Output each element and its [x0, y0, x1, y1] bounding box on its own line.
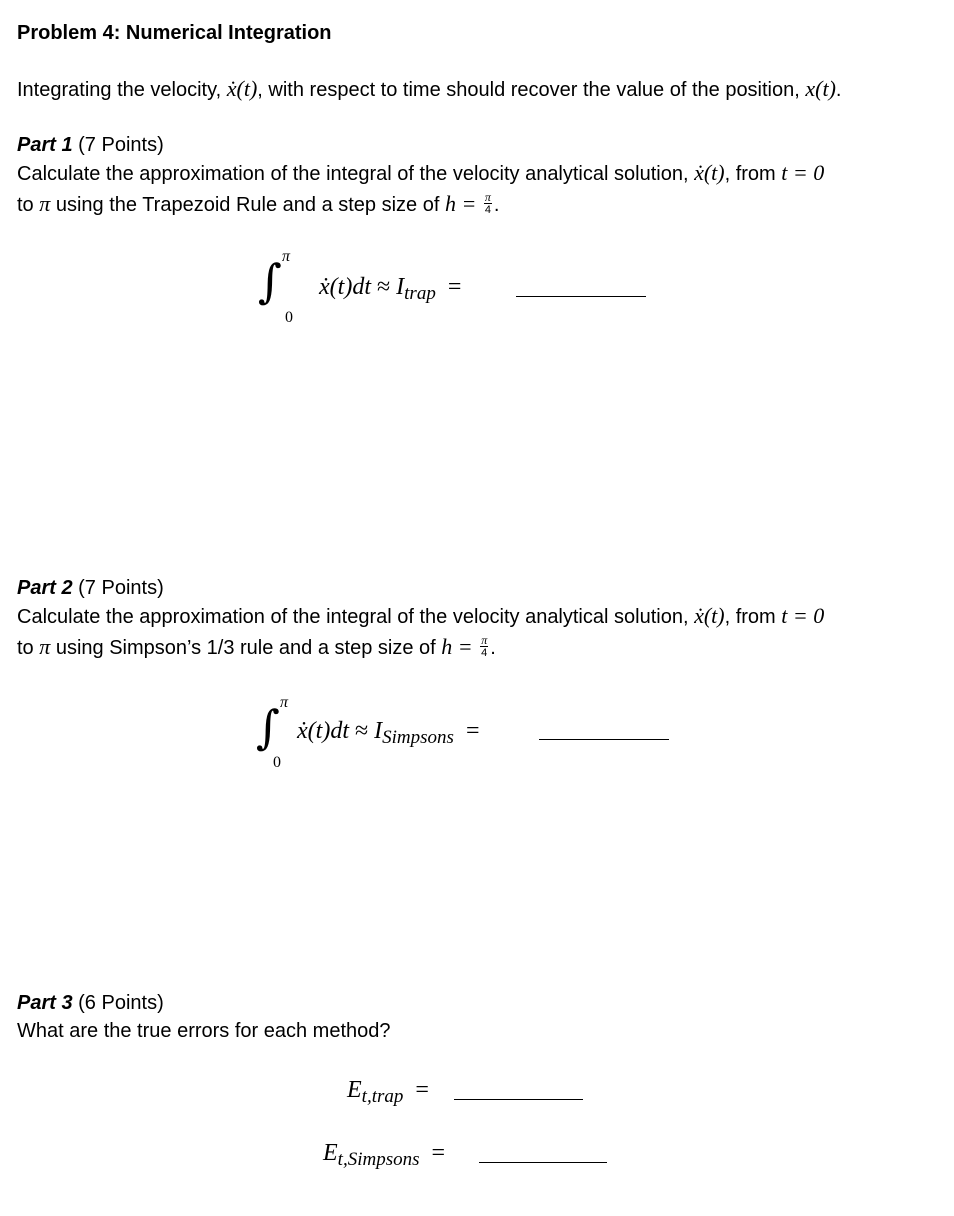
part2-eq-equals: =	[465, 718, 480, 744]
part2-pi-symbol: π	[39, 634, 51, 659]
part2-eq-velocity: ẋ(t)	[297, 718, 331, 744]
intro-position-symbol: x(t)	[805, 76, 836, 101]
part1-answer-blank[interactable]	[516, 296, 646, 297]
part2-frac-den: 4	[481, 647, 488, 660]
part1-frac-num: π	[484, 190, 491, 205]
part3-simpsons-answer-blank[interactable]	[479, 1162, 607, 1163]
part1-line1-prefix: Calculate the approximation of the integral of the velocity analytical solution,	[17, 163, 689, 185]
part2-eq-subscript: Simpsons	[382, 727, 454, 748]
part2-line2-middle: using Simpson’s 1/3 rule and a step size of	[50, 637, 436, 659]
part1-eq-velocity: ẋ(t)	[319, 274, 353, 300]
part3-trap-error	[347, 1076, 429, 1106]
part1-t-zero: t = 0	[781, 160, 825, 185]
part2-eq-approx: ≈	[354, 718, 369, 744]
part1-integral-sign: ∫	[258, 254, 282, 308]
part2-velocity-symbol: ẋ(t)	[694, 603, 725, 628]
part2-heading-label: Part 2	[17, 577, 73, 599]
part2-t-zero: t = 0	[781, 603, 825, 628]
part2-heading	[17, 576, 164, 600]
part2-line2-prefix: to	[17, 637, 34, 659]
part1-frac-den: 4	[484, 204, 491, 217]
intro-prefix: Integrating the velocity,	[17, 79, 222, 101]
part1-eq-I: I	[396, 274, 405, 300]
part2-lower-limit: 0	[273, 754, 281, 771]
part1-heading	[17, 133, 164, 157]
intro-text	[17, 77, 841, 102]
part1-line1-middle: , from	[724, 163, 776, 185]
part2-eq-dt: dt	[330, 718, 349, 744]
part3-heading-label: Part 3	[17, 992, 73, 1014]
part1-eq-equals: =	[447, 274, 462, 300]
intro-suffix: .	[835, 79, 842, 101]
part3-trap-subscript: t,trap	[361, 1086, 404, 1107]
part3-simpsons-equals: =	[431, 1140, 446, 1166]
part2-step-fraction	[480, 634, 488, 659]
part3-trap-answer-blank[interactable]	[454, 1099, 583, 1100]
part3-simpsons-subscript: t,Simpsons	[337, 1149, 420, 1170]
part3-simpsons-error	[323, 1139, 445, 1169]
part2-answer-blank[interactable]	[539, 739, 669, 740]
part1-eq-dt: dt	[352, 274, 371, 300]
part1-h-equals: h =	[444, 191, 477, 216]
part1-line1	[17, 161, 824, 186]
part1-upper-limit: π	[282, 248, 291, 265]
part1-lower-limit: 0	[285, 309, 293, 326]
part2-line1	[17, 604, 824, 629]
part1-period: .	[493, 194, 500, 216]
part3-simpsons-E: E	[323, 1140, 338, 1166]
part2-line1-middle: , from	[724, 606, 776, 628]
part1-heading-label: Part 1	[17, 134, 73, 156]
part2-frac-num: π	[481, 633, 488, 648]
part1-points: (7 Points)	[72, 134, 164, 156]
problem-title: Problem 4: Numerical Integration	[17, 22, 332, 44]
part3-heading	[17, 991, 164, 1015]
part1-eq-approx: ≈	[376, 274, 391, 300]
part2-period: .	[490, 637, 496, 659]
part3-question: What are the true errors for each method?	[17, 1020, 391, 1042]
part1-velocity-symbol: ẋ(t)	[694, 160, 725, 185]
part2-upper-limit: π	[280, 694, 289, 711]
part1-equation-body	[319, 273, 461, 303]
part2-eq-I: I	[374, 718, 383, 744]
part2-points: (7 Points)	[72, 577, 164, 599]
part1-step-fraction	[484, 191, 492, 216]
intro-middle: , with respect to time should recover the value of the position,	[257, 79, 800, 101]
part1-line2-middle: using the Trapezoid Rule and a step size of	[50, 194, 440, 216]
part1-eq-subscript: trap	[404, 283, 436, 304]
part2-line1-prefix: Calculate the approximation of the integral of the velocity analytical solution,	[17, 606, 689, 628]
part1-pi-symbol: π	[39, 191, 51, 216]
part3-trap-E: E	[347, 1077, 362, 1103]
part1-line2	[17, 192, 499, 218]
part2-h-equals: h =	[441, 634, 473, 659]
part3-trap-equals: =	[415, 1077, 429, 1103]
part3-points: (6 Points)	[72, 992, 164, 1014]
part2-integral-sign: ∫	[256, 700, 280, 754]
intro-velocity-symbol: ẋ(t)	[226, 76, 258, 101]
part2-line2	[17, 635, 496, 661]
part2-equation-body	[297, 717, 480, 747]
part1-line2-prefix: to	[17, 194, 34, 216]
